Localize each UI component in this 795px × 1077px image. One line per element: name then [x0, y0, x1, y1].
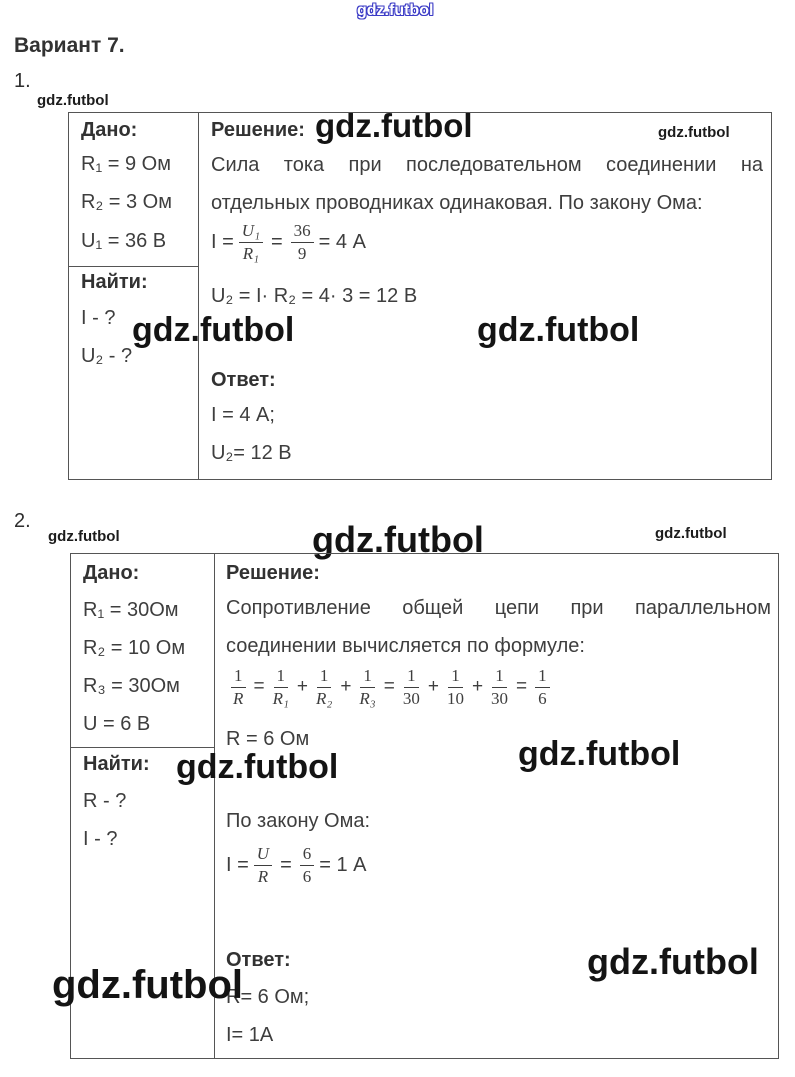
fraction-denominator: R₁ — [242, 243, 260, 263]
given-label: Дано: — [81, 119, 138, 141]
find-label: Найти: — [81, 271, 148, 293]
given-item: R₂ = 10 Ом — [83, 637, 186, 659]
fraction-numerator: 1 — [404, 666, 419, 688]
problem1-number: 1. — [14, 70, 31, 92]
fraction-u-r — [254, 844, 272, 886]
table1-given-find-divider — [69, 266, 198, 267]
equals-sign: = — [383, 676, 395, 698]
fraction-1-6 — [535, 666, 550, 708]
equals-sign: = — [253, 676, 265, 698]
find-item: R - ? — [83, 790, 127, 812]
variant-title: Вариант 7. — [14, 34, 125, 57]
plus-sign: + — [471, 676, 484, 698]
watermark-inline-solution1: gdz.futbol — [315, 107, 473, 144]
voltage-line: U₂ = I· R₂ = 4· 3 = 12 В — [211, 285, 418, 307]
watermark-small-above-table2-left: gdz.futbol — [48, 528, 120, 545]
watermark-big-table1-right: gdz.futbol — [477, 311, 640, 349]
fraction-numerator: 36 — [291, 221, 314, 243]
equals-sign: = — [280, 853, 292, 876]
formula-current-1 — [211, 221, 366, 263]
plus-sign: + — [296, 676, 309, 698]
solution-label: Решение: — [211, 119, 305, 141]
answer-item: R= 6 Ом; — [226, 986, 310, 1008]
answer-item: I= 1А — [226, 1024, 274, 1046]
formula-lhs: I = — [211, 230, 234, 253]
solution-text-line1: Сила тока при последовательном соединении на — [211, 154, 763, 176]
fraction-numerator: U — [254, 844, 272, 866]
fraction-numerator: U₁ — [239, 221, 263, 243]
fraction-numerator: 1 — [231, 666, 246, 688]
solution-text-line1: Сопротивление общей цепи при параллельном — [226, 597, 771, 619]
formula-lhs: I = — [226, 853, 249, 876]
solution-text-line2: отдельных проводниках одинаковая. По закону Ома: — [211, 192, 703, 214]
fraction-denominator: R — [257, 866, 269, 886]
problem1-left-column — [69, 113, 198, 479]
plus-sign: + — [340, 676, 352, 698]
ohm-law-label: По закону Ома: — [226, 810, 371, 832]
fraction-1-r — [231, 666, 246, 708]
problem2-solution-column — [214, 554, 778, 1058]
given-item: R₁ = 30Ом — [83, 599, 179, 621]
fraction-denominator: 9 — [297, 243, 307, 263]
fraction-denominator: 30 — [491, 688, 509, 708]
fraction-numerator: 1 — [317, 666, 332, 688]
answer-label: Ответ: — [226, 949, 291, 971]
fraction-numerator: 1 — [535, 666, 550, 688]
fraction-numerator: 1 — [492, 666, 507, 688]
watermark-big-bottom-left: gdz.futbol — [52, 963, 244, 1007]
fraction-denominator: 30 — [402, 688, 420, 708]
fraction-1-r1 — [273, 666, 289, 708]
fraction-denominator: R — [233, 688, 244, 708]
watermark-big-table2-left: gdz.futbol — [176, 748, 339, 786]
fraction-denominator: 6 — [302, 866, 312, 886]
answer-item: I = 4 А; — [211, 404, 275, 426]
find-label: Найти: — [83, 753, 150, 775]
given-item: U = 6 В — [83, 713, 151, 735]
watermark-top-blue: gdz.futbol — [357, 2, 434, 19]
watermark-big-table2-right: gdz.futbol — [518, 735, 681, 773]
fraction-denominator: 10 — [446, 688, 464, 708]
fraction-1-10 — [447, 666, 464, 708]
answer-item: U₂= 12 В — [211, 442, 292, 464]
find-item: I - ? — [83, 828, 118, 850]
formula-current-2 — [226, 844, 367, 886]
plus-sign: + — [427, 676, 439, 698]
problem1-table — [68, 107, 772, 480]
fraction-numerator: 6 — [300, 844, 315, 866]
find-item: U₂ - ? — [81, 345, 133, 367]
fraction-6-6 — [300, 844, 315, 886]
watermark-big-bottom-right: gdz.futbol — [587, 941, 759, 982]
find-item: I - ? — [81, 307, 116, 329]
problem1-solution-column — [198, 107, 771, 479]
formula-result: = 1 А — [319, 853, 367, 876]
fraction-denominator: 6 — [538, 688, 547, 708]
fraction-1-30 — [403, 666, 420, 708]
given-item: R₁ = 9 Ом — [81, 153, 171, 175]
watermark-big-table1-left: gdz.futbol — [132, 311, 295, 349]
fraction-numerator: 1 — [360, 666, 375, 688]
watermark-small-above-table1: gdz.futbol — [37, 92, 109, 109]
given-item: R₃ = 30Ом — [83, 675, 180, 697]
equals-sign: = — [270, 230, 283, 253]
resistance-result: R = 6 Ом — [226, 728, 310, 750]
fraction-u1-r1 — [239, 221, 263, 263]
equals-sign: = — [516, 676, 528, 698]
given-item: R₂ = 3 Ом — [81, 191, 172, 213]
formula-result: = 4 А — [318, 230, 366, 253]
formula-resistance — [226, 666, 555, 708]
fraction-denominator: R₃ — [359, 688, 376, 708]
answer-label: Ответ: — [211, 369, 276, 391]
fraction-1-r3 — [359, 666, 375, 708]
fraction-1-30b — [491, 666, 508, 708]
solution-text-line2: соединении вычисляется по формуле: — [226, 635, 585, 657]
problem2-number: 2. — [14, 510, 31, 532]
watermark-big-above-table2: gdz.futbol — [312, 519, 484, 560]
given-label: Дано: — [83, 562, 140, 584]
watermark-small-table1-right: gdz.futbol — [658, 124, 730, 141]
given-item: U₁ = 36 В — [81, 230, 167, 252]
solution-label: Решение: — [226, 562, 320, 584]
fraction-36-9 — [291, 221, 314, 263]
watermark-small-above-table2-right: gdz.futbol — [655, 525, 727, 542]
fraction-denominator: R₂ — [316, 688, 333, 708]
fraction-1-r2 — [316, 666, 332, 708]
fraction-denominator: R₁ — [272, 688, 289, 708]
fraction-numerator: 1 — [448, 666, 463, 688]
fraction-numerator: 1 — [274, 666, 289, 688]
